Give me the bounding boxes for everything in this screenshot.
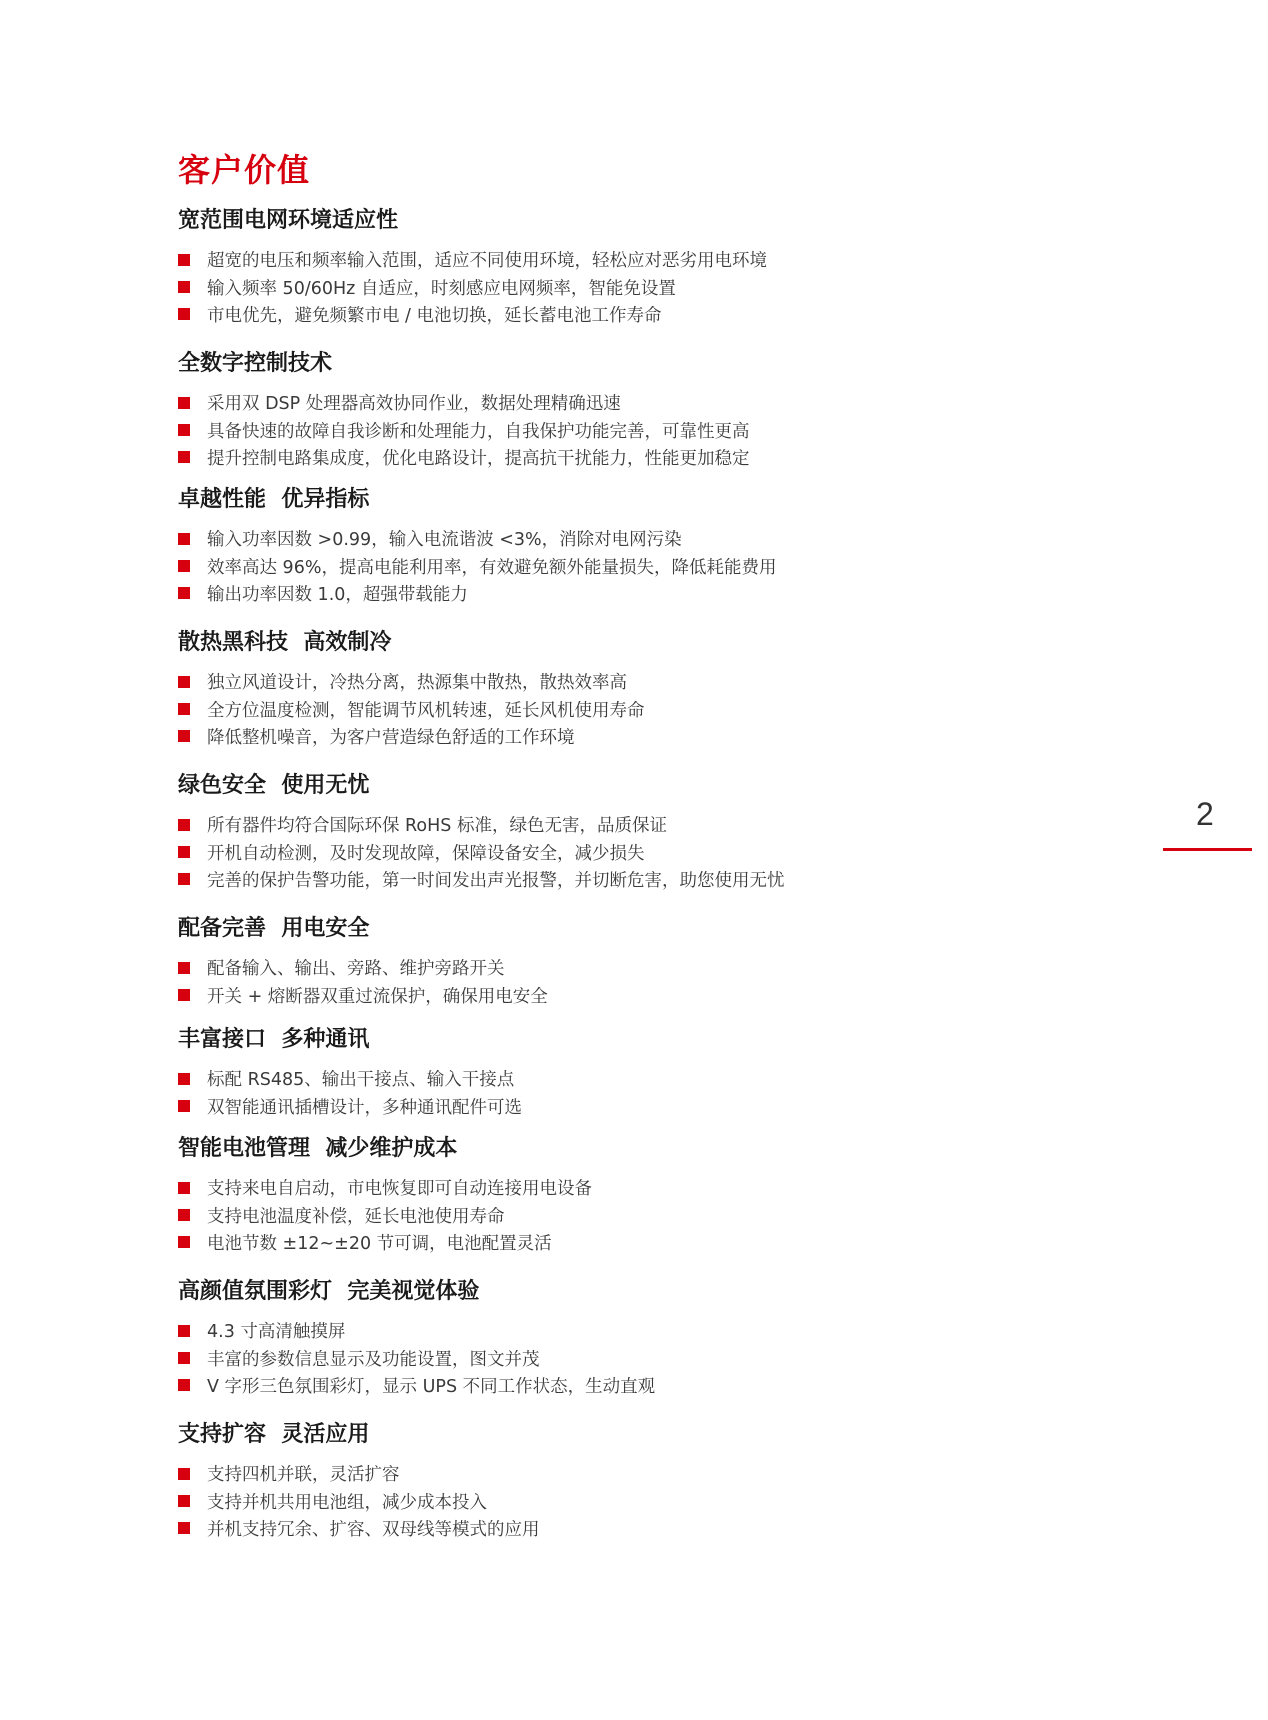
list-item-text: 降低整机噪音，为客户营造绿色舒适的工作环境: [207, 727, 575, 748]
list-item: [178, 1229, 592, 1256]
list-item: [178, 1487, 540, 1514]
square-bullet-icon: [178, 424, 190, 436]
list-item-text: 双智能通讯插槽设计，多种通讯配件可选: [207, 1097, 522, 1118]
list-item: [178, 1065, 522, 1092]
list-item-text: 4.3 寸高清触摸屏: [207, 1322, 346, 1343]
square-bullet-icon: [178, 989, 190, 1001]
section-heading: 丰富接口 多种通讯: [178, 1027, 370, 1052]
feature-section: [178, 1421, 540, 1542]
square-bullet-icon: [178, 1073, 190, 1085]
square-bullet-icon: [178, 281, 190, 293]
list-item-text: 开关 + 熔断器双重过流保护，确保用电安全: [207, 986, 548, 1007]
feature-list: [178, 525, 776, 607]
list-item-text: 超宽的电压和频率输入范围，适应不同使用环境，轻松应对恶劣用电环境: [207, 251, 767, 272]
square-bullet-icon: [178, 819, 190, 831]
feature-section: [178, 629, 645, 750]
feature-list: [178, 389, 750, 471]
list-item: [178, 1344, 655, 1371]
square-bullet-icon: [178, 254, 190, 266]
square-bullet-icon: [178, 560, 190, 572]
list-item: [178, 416, 750, 443]
feature-section: [178, 1026, 522, 1120]
feature-section: [178, 207, 767, 328]
square-bullet-icon: [178, 1100, 190, 1112]
list-item-text: 市电优先，避免频繁市电 / 电池切换，延长蓄电池工作寿命: [207, 305, 662, 326]
feature-section: [178, 1135, 592, 1256]
list-item-text: 配备输入、输出、旁路、维护旁路开关: [207, 959, 505, 980]
square-bullet-icon: [178, 1209, 190, 1221]
feature-section: [178, 350, 750, 471]
list-item-text: 采用双 DSP 处理器高效协同作业，数据处理精确迅速: [207, 394, 621, 415]
list-item-text: 标配 RS485、输出干接点、输入干接点: [207, 1070, 515, 1091]
list-item: [178, 1515, 540, 1542]
square-bullet-icon: [178, 873, 190, 885]
list-item-text: 效率高达 96%，提高电能利用率，有效避免额外能量损失，降低耗能费用: [207, 557, 777, 578]
list-item: [178, 1372, 655, 1399]
list-item: [178, 1174, 592, 1201]
list-item-text: 丰富的参数信息显示及功能设置，图文并茂: [207, 1349, 540, 1370]
list-item: [178, 525, 776, 552]
square-bullet-icon: [178, 533, 190, 545]
list-item-text: 所有器件均符合国际环保 RoHS 标准，绿色无害，品质保证: [207, 816, 667, 837]
list-item-text: V 字形三色氛围彩灯，显示 UPS 不同工作状态，生动直观: [207, 1376, 656, 1397]
list-item-text: 输入频率 50/60Hz 自适应，时刻感应电网频率，智能免设置: [207, 278, 676, 299]
feature-list: [178, 1065, 522, 1120]
feature-section: [178, 486, 776, 607]
feature-list: [178, 246, 767, 328]
list-item: [178, 273, 767, 300]
list-item-text: 支持并机共用电池组，减少成本投入: [207, 1492, 487, 1513]
list-item-text: 输出功率因数 1.0，超强带载能力: [207, 584, 468, 605]
page-number-underline: [1163, 848, 1252, 851]
list-item: [178, 1201, 592, 1228]
feature-section: [178, 915, 548, 1009]
square-bullet-icon: [178, 703, 190, 715]
list-item-text: 并机支持冗余、扩容、双母线等模式的应用: [207, 1519, 540, 1540]
list-item: [178, 1317, 655, 1344]
section-heading: 宽范围电网环境适应性: [178, 208, 399, 233]
square-bullet-icon: [178, 1182, 190, 1194]
square-bullet-icon: [178, 730, 190, 742]
section-heading: 绿色安全 使用无忧: [178, 773, 370, 798]
list-item: [178, 838, 785, 865]
list-item: [178, 811, 785, 838]
list-item: [178, 1092, 522, 1119]
square-bullet-icon: [178, 397, 190, 409]
list-item-text: 提升控制电路集成度，优化电路设计，提高抗干扰能力，性能更加稳定: [207, 448, 750, 469]
square-bullet-icon: [178, 1236, 190, 1248]
feature-list: [178, 1174, 592, 1256]
list-item-text: 完善的保护告警功能，第一时间发出声光报警，并切断危害，助您使用无忧: [207, 870, 785, 891]
list-item-text: 支持电池温度补偿，延长电池使用寿命: [207, 1206, 505, 1227]
feature-list: [178, 1317, 655, 1399]
list-item: [178, 301, 767, 328]
list-item: [178, 981, 548, 1008]
list-item-text: 支持来电自启动，市电恢复即可自动连接用电设备: [207, 1179, 592, 1200]
list-item: [178, 444, 750, 471]
square-bullet-icon: [178, 1325, 190, 1337]
list-item-text: 开机自动检测，及时发现故障，保障设备安全，减少损失: [207, 843, 645, 864]
list-item-text: 具备快速的故障自我诊断和处理能力，自我保护功能完善，可靠性更高: [207, 421, 750, 442]
list-item: [178, 552, 776, 579]
section-heading: 配备完善 用电安全: [178, 916, 370, 941]
list-item: [178, 580, 776, 607]
square-bullet-icon: [178, 676, 190, 688]
section-heading: 高颜值氛围彩灯 完美视觉体验: [178, 1279, 480, 1304]
feature-list: [178, 811, 785, 893]
feature-section: [178, 1278, 655, 1399]
list-item: [178, 954, 548, 981]
list-item-text: 支持四机并联，灵活扩容: [207, 1465, 400, 1486]
feature-list: [178, 668, 645, 750]
page-title: 客户价值: [178, 151, 311, 189]
list-item: [178, 389, 750, 416]
page-number: 2: [1196, 796, 1214, 832]
list-item: [178, 246, 767, 273]
square-bullet-icon: [178, 1468, 190, 1480]
list-item: [178, 668, 645, 695]
section-heading: 支持扩容 灵活应用: [178, 1422, 370, 1447]
section-heading: 智能电池管理 减少维护成本: [178, 1136, 458, 1161]
list-item: [178, 1460, 540, 1487]
square-bullet-icon: [178, 451, 190, 463]
list-item: [178, 723, 645, 750]
feature-list: [178, 1460, 540, 1542]
square-bullet-icon: [178, 1379, 190, 1391]
list-item: [178, 695, 645, 722]
list-item-text: 独立风道设计，冷热分离，热源集中散热，散热效率高: [207, 673, 627, 694]
list-item: [178, 866, 785, 893]
feature-list: [178, 954, 548, 1009]
list-item-text: 输入功率因数 >0.99，输入电流谐波 <3%，消除对电网污染: [207, 530, 682, 551]
section-heading: 散热黑科技 高效制冷: [178, 630, 392, 655]
square-bullet-icon: [178, 587, 190, 599]
square-bullet-icon: [178, 1522, 190, 1534]
square-bullet-icon: [178, 1352, 190, 1364]
feature-section: [178, 772, 785, 893]
square-bullet-icon: [178, 846, 190, 858]
section-heading: 全数字控制技术: [178, 351, 333, 376]
square-bullet-icon: [178, 1495, 190, 1507]
square-bullet-icon: [178, 308, 190, 320]
section-heading: 卓越性能 优异指标: [178, 487, 370, 512]
list-item-text: 全方位温度检测，智能调节风机转速，延长风机使用寿命: [207, 700, 645, 721]
list-item-text: 电池节数 ±12~±20 节可调，电池配置灵活: [207, 1233, 552, 1254]
square-bullet-icon: [178, 962, 190, 974]
